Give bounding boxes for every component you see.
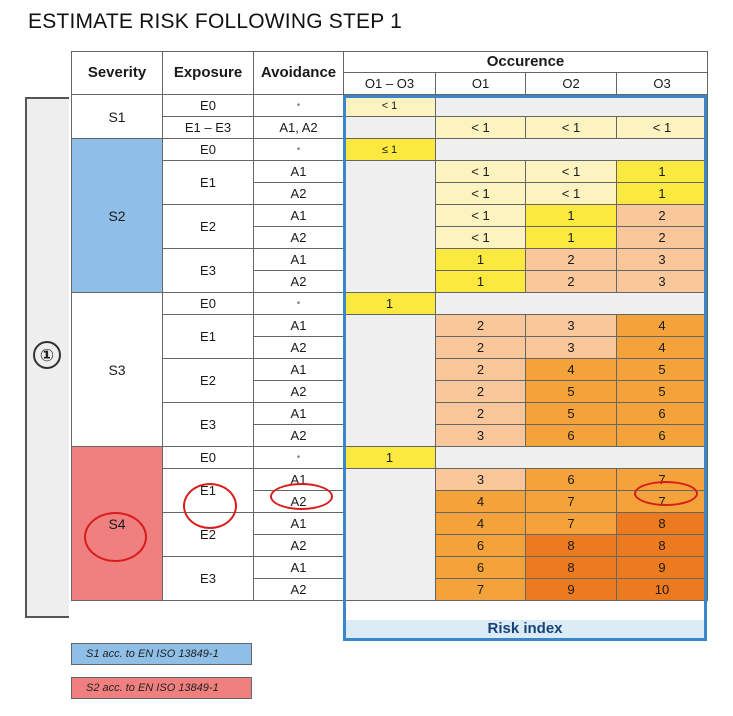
risk-cell: 1 [344, 447, 436, 469]
risk-cell: 5 [617, 359, 708, 381]
avoidance-cell: A2 [254, 535, 344, 557]
severity-s1: S1 [72, 95, 163, 139]
risk-cell: 1 [526, 205, 617, 227]
severity-s3: S3 [72, 293, 163, 447]
exposure-cell: E3 [163, 249, 254, 293]
risk-cell: ≤ 1 [344, 139, 436, 161]
risk-cell: 1 [617, 161, 708, 183]
severity-s2: S2 [72, 139, 163, 293]
header-o3: O3 [617, 73, 708, 95]
exposure-cell: E2 [163, 359, 254, 403]
risk-cell: 7 [436, 579, 526, 601]
risk-cell: 5 [526, 403, 617, 425]
risk-cell: 4 [436, 513, 526, 535]
exposure-cell: E3 [163, 557, 254, 601]
empty-cell [436, 447, 708, 469]
avoidance-cell: A1 [254, 403, 344, 425]
risk-cell: 2 [436, 359, 526, 381]
empty-cell [344, 117, 436, 139]
risk-cell: 2 [526, 249, 617, 271]
avoidance-cell: A1, A2 [254, 117, 344, 139]
risk-cell: 4 [526, 359, 617, 381]
avoidance-cell: A1 [254, 469, 344, 491]
risk-cell: 1 [436, 271, 526, 293]
risk-cell: 10 [617, 579, 708, 601]
risk-cell: 7 [526, 513, 617, 535]
avoidance-cell: A2 [254, 183, 344, 205]
risk-cell: 2 [617, 227, 708, 249]
risk-cell: 6 [526, 469, 617, 491]
risk-cell: 5 [526, 381, 617, 403]
risk-matrix-table [71, 51, 708, 601]
avoidance-cell: A2 [254, 271, 344, 293]
risk-cell: 6 [617, 425, 708, 447]
risk-cell: 5 [617, 381, 708, 403]
risk-cell: < 1 [526, 161, 617, 183]
header-o1: O1 [436, 73, 526, 95]
risk-cell: 6 [526, 425, 617, 447]
risk-cell: 9 [617, 557, 708, 579]
avoidance-cell: A2 [254, 491, 344, 513]
risk-cell: < 1 [436, 205, 526, 227]
avoidance-cell: A2 [254, 227, 344, 249]
risk-cell: 3 [436, 425, 526, 447]
empty-cell [344, 315, 436, 447]
header-occurrence: Occurence [344, 52, 708, 73]
avoidance-cell: A1 [254, 513, 344, 535]
risk-cell: < 1 [436, 117, 526, 139]
header-avoidance: Avoidance [254, 52, 344, 95]
risk-cell: < 1 [617, 117, 708, 139]
step-number-badge: ① [33, 341, 61, 369]
risk-cell: 6 [436, 557, 526, 579]
risk-cell: 4 [617, 315, 708, 337]
risk-cell: 4 [617, 337, 708, 359]
exposure-cell: E1 [163, 161, 254, 205]
risk-cell: 7 [617, 469, 708, 491]
avoidance-cell: A1 [254, 249, 344, 271]
exposure-cell: E3 [163, 403, 254, 447]
legend-s1: S1 acc. to EN ISO 13849-1 [71, 643, 252, 665]
exposure-cell: E1 [163, 315, 254, 359]
risk-cell: 4 [436, 491, 526, 513]
risk-cell: < 1 [344, 95, 436, 117]
empty-cell [344, 469, 436, 601]
risk-cell: 1 [526, 227, 617, 249]
avoidance-cell: A2 [254, 337, 344, 359]
risk-cell: < 1 [436, 161, 526, 183]
severity-s4: S4 [72, 447, 163, 601]
header-exposure: Exposure [163, 52, 254, 95]
exposure-cell: E0 [163, 447, 254, 469]
avoidance-cell: A1 [254, 161, 344, 183]
exposure-cell: E0 [163, 95, 254, 117]
exposure-cell: E2 [163, 205, 254, 249]
risk-cell: < 1 [436, 227, 526, 249]
exposure-cell: E1 – E3 [163, 117, 254, 139]
risk-cell: 2 [436, 337, 526, 359]
risk-cell: 2 [436, 381, 526, 403]
header-severity: Severity [72, 52, 163, 95]
avoidance-cell: A1 [254, 205, 344, 227]
risk-cell: < 1 [526, 117, 617, 139]
risk-cell: 9 [526, 579, 617, 601]
avoidance-cell: A1 [254, 315, 344, 337]
exposure-cell: E1 [163, 469, 254, 513]
header-o2: O2 [526, 73, 617, 95]
avoidance-na-cell: • [254, 95, 344, 117]
risk-cell: 8 [526, 557, 617, 579]
avoidance-na-cell: • [254, 139, 344, 161]
exposure-cell: E2 [163, 513, 254, 557]
risk-cell: 1 [344, 293, 436, 315]
risk-cell: 8 [617, 535, 708, 557]
risk-cell: 1 [436, 249, 526, 271]
risk-cell: 3 [526, 337, 617, 359]
avoidance-cell: A1 [254, 359, 344, 381]
avoidance-na-cell: • [254, 293, 344, 315]
avoidance-na-cell: • [254, 447, 344, 469]
legend-s2: S2 acc. to EN ISO 13849-1 [71, 677, 252, 699]
risk-cell: 3 [526, 315, 617, 337]
avoidance-cell: A2 [254, 579, 344, 601]
empty-cell [436, 95, 708, 117]
risk-cell: 2 [436, 315, 526, 337]
risk-cell: 6 [617, 403, 708, 425]
risk-cell: 6 [436, 535, 526, 557]
empty-cell [436, 139, 708, 161]
exposure-cell: E0 [163, 293, 254, 315]
risk-cell: 2 [526, 271, 617, 293]
risk-cell: 7 [617, 491, 708, 513]
risk-cell: 8 [617, 513, 708, 535]
avoidance-cell: A2 [254, 381, 344, 403]
risk-cell: 1 [617, 183, 708, 205]
page-title: ESTIMATE RISK FOLLOWING STEP 1 [28, 10, 402, 33]
risk-cell: 2 [617, 205, 708, 227]
risk-cell: 3 [436, 469, 526, 491]
risk-cell: 7 [526, 491, 617, 513]
risk-cell: 3 [617, 271, 708, 293]
risk-index-label: Risk index [346, 620, 704, 638]
avoidance-cell: A1 [254, 557, 344, 579]
risk-cell: 3 [617, 249, 708, 271]
header-occ-range: O1 – O3 [344, 73, 436, 95]
risk-cell: < 1 [526, 183, 617, 205]
risk-cell: 8 [526, 535, 617, 557]
empty-cell [436, 293, 708, 315]
risk-cell: < 1 [436, 183, 526, 205]
exposure-cell: E0 [163, 139, 254, 161]
risk-cell: 2 [436, 403, 526, 425]
avoidance-cell: A2 [254, 425, 344, 447]
empty-cell [344, 161, 436, 293]
